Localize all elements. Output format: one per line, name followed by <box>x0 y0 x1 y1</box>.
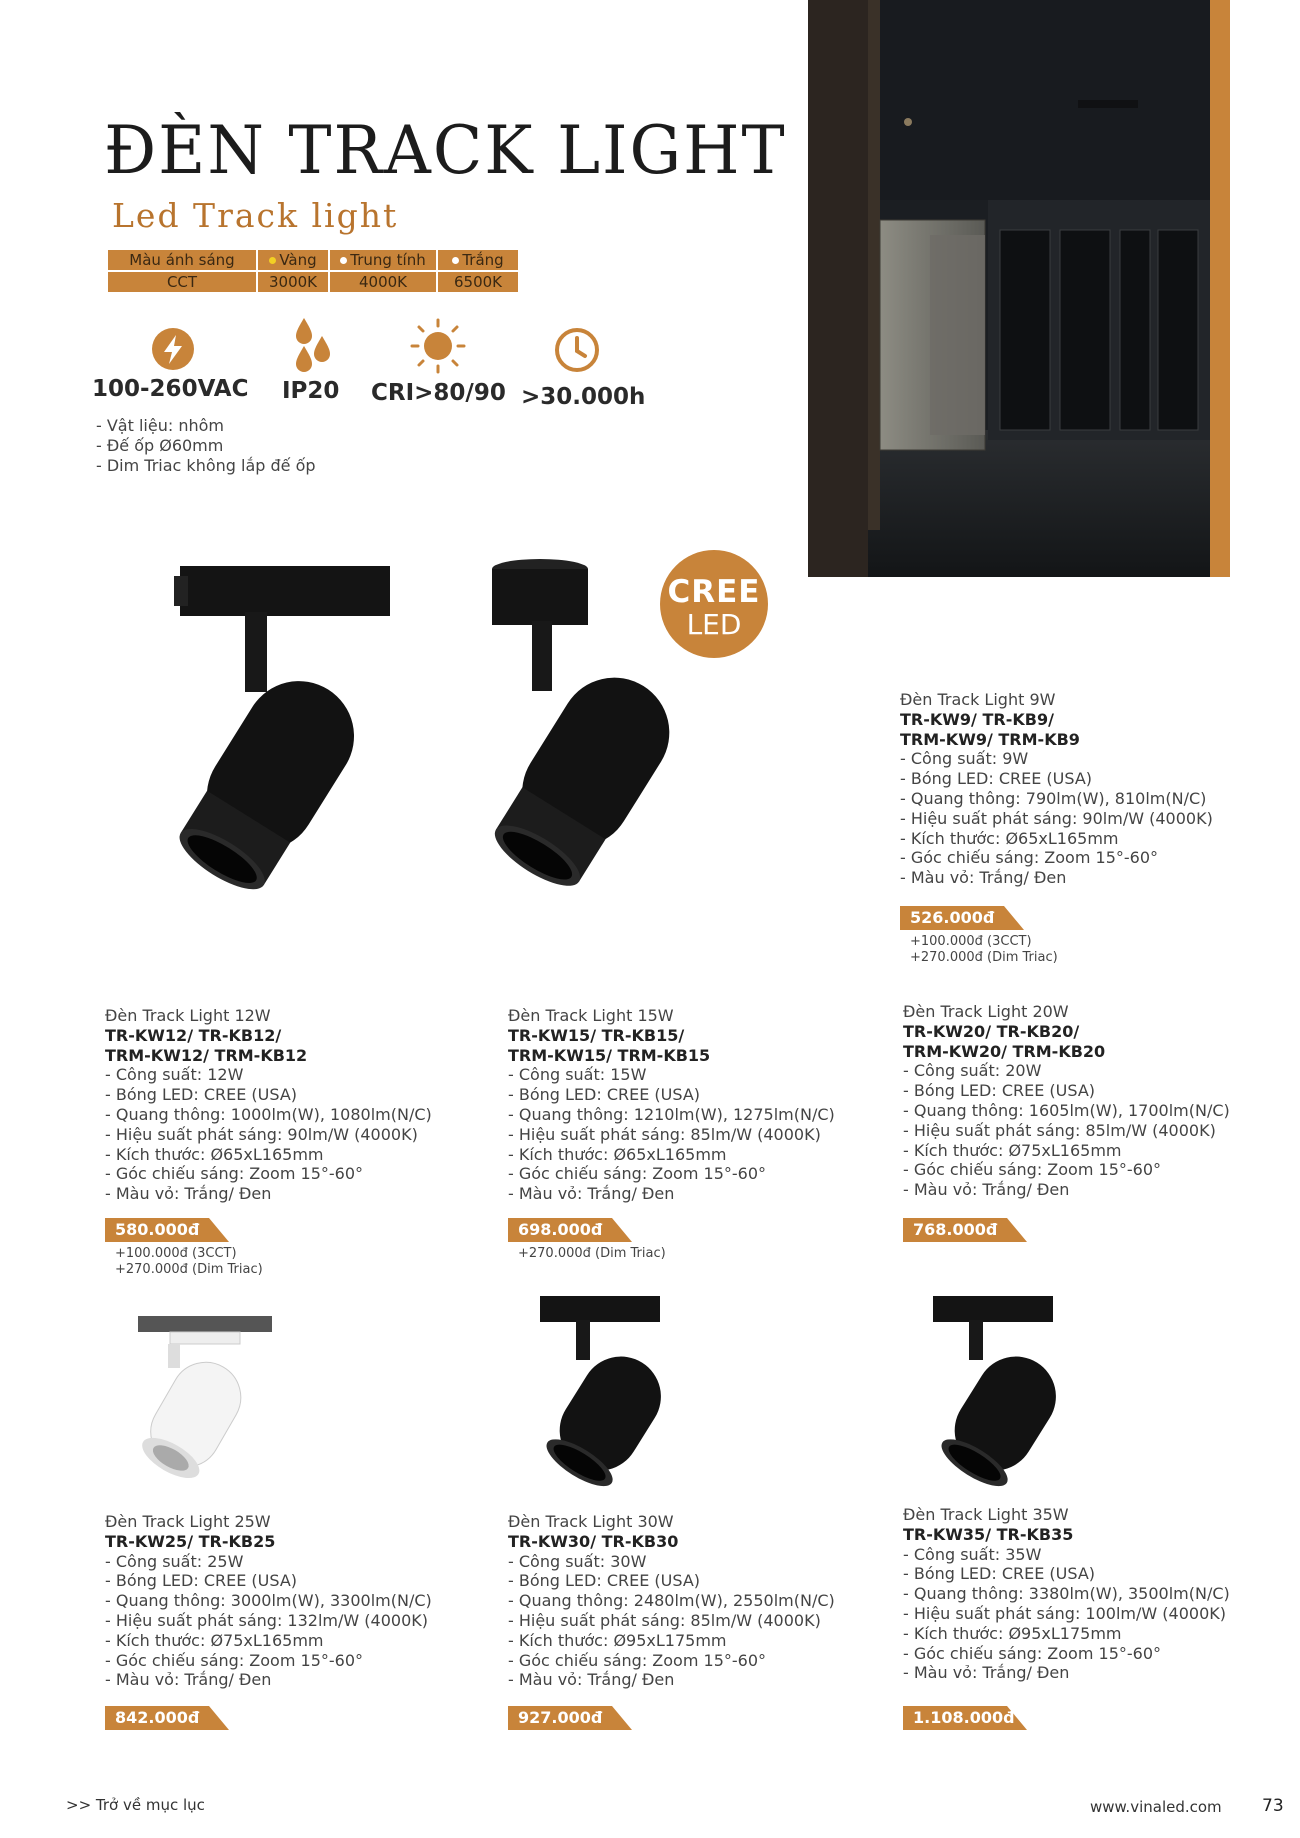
spec-line: - Hiệu suất phát sáng: 85lm/W (4000K) <box>508 1124 821 1144</box>
showroom-illustration <box>808 0 1210 577</box>
track-light-white-image <box>130 1310 280 1490</box>
price-extra: +100.000đ (3CCT) <box>115 1245 237 1261</box>
spec-line: - Góc chiếu sáng: Zoom 15°-60° <box>900 848 1158 868</box>
yellow-dot-icon <box>269 257 276 264</box>
spec-line: - Màu vỏ: Trắng/ Đen <box>903 1180 1070 1200</box>
spec-line: - Bóng LED: CREE (USA) <box>903 1564 1096 1584</box>
price-extra: +270.000đ (Dim Triac) <box>518 1245 666 1261</box>
product-title: Đèn Track Light 30W <box>508 1512 674 1531</box>
price-value: 768.000đ <box>913 1219 998 1239</box>
price-value: 580.000đ <box>115 1219 200 1239</box>
cct-value-warm: 3000K <box>257 271 329 293</box>
spec-line: - Bóng LED: CREE (USA) <box>903 1081 1096 1101</box>
website-link[interactable]: www.vinaled.com <box>1090 1798 1222 1816</box>
spec-line: - Quang thông: 790lm(W), 810lm(N/C) <box>900 788 1207 808</box>
spec-lifetime: >30.000h <box>521 384 646 410</box>
price-tag <box>508 1218 835 1242</box>
product-30w <box>508 1512 835 1730</box>
spec-line: - Kích thước: Ø95xL175mm <box>903 1623 1122 1643</box>
product-title: Đèn Track Light 12W <box>105 1006 271 1025</box>
spec-line: - Bóng LED: CREE (USA) <box>105 1571 298 1591</box>
spec-line: - Quang thông: 1210lm(W), 1275lm(N/C) <box>508 1104 835 1124</box>
product-model: TRM-KW9/ TRM-KB9 <box>900 729 1080 749</box>
spec-line: - Công suất: 30W <box>508 1551 647 1571</box>
spec-line: - Bóng LED: CREE (USA) <box>105 1085 298 1105</box>
spec-line: - Góc chiếu sáng: Zoom 15°-60° <box>903 1643 1161 1663</box>
page-number: 73 <box>1262 1796 1284 1816</box>
product-title: Đèn Track Light 15W <box>508 1006 674 1025</box>
sun-icon <box>408 316 468 376</box>
spec-line: - Công suất: 35W <box>903 1544 1042 1564</box>
product-model: TR-KW15/ TR-KB15/ <box>508 1025 685 1045</box>
spec-line: - Quang thông: 1000lm(W), 1080lm(N/C) <box>105 1104 432 1124</box>
cct-label: CCT <box>108 271 257 293</box>
price-tag <box>105 1706 432 1730</box>
spec-line: - Hiệu suất phát sáng: 90lm/W (4000K) <box>105 1124 418 1144</box>
price-extra: +270.000đ (Dim Triac) <box>910 949 1058 965</box>
price-tag <box>903 1218 1230 1242</box>
spec-line: - Màu vỏ: Trắng/ Đen <box>105 1670 272 1690</box>
cct-value-neutral: 4000K <box>329 271 437 293</box>
spec-line: - Quang thông: 2480lm(W), 2550lm(N/C) <box>508 1591 835 1611</box>
water-drops-icon <box>290 316 334 374</box>
track-light-30w-image <box>520 1292 690 1492</box>
spec-line: - Quang thông: 3000lm(W), 3300lm(N/C) <box>105 1591 432 1611</box>
spec-line: - Góc chiếu sáng: Zoom 15°-60° <box>105 1164 363 1184</box>
spec-line: - Hiệu suất phát sáng: 100lm/W (4000K) <box>903 1603 1226 1623</box>
spec-line: - Công suất: 25W <box>105 1551 244 1571</box>
product-model: TRM-KW15/ TRM-KB15 <box>508 1045 711 1065</box>
product-title: Đèn Track Light 9W <box>900 690 1056 709</box>
cct-header-label: Màu ánh sáng <box>108 250 257 271</box>
spec-line: - Công suất: 12W <box>105 1065 244 1085</box>
product-model: TR-KW9/ TR-KB9/ <box>900 709 1054 729</box>
clock-icon <box>553 326 601 374</box>
badge-line1: CREE <box>667 574 761 610</box>
white-dot-icon <box>340 257 347 264</box>
spec-line: - Kích thước: Ø65xL165mm <box>105 1144 324 1164</box>
page-subtitle: Led Track light <box>112 196 399 235</box>
spec-line: - Góc chiếu sáng: Zoom 15°-60° <box>508 1164 766 1184</box>
badge-line2: LED <box>686 608 742 641</box>
product-model: TRM-KW12/ TRM-KB12 <box>105 1045 308 1065</box>
product-title: Đèn Track Light 35W <box>903 1505 1069 1524</box>
spec-line: - Kích thước: Ø75xL165mm <box>105 1630 324 1650</box>
product-model: TR-KW35/ TR-KB35 <box>903 1524 1074 1544</box>
price-tag <box>900 906 1213 930</box>
spec-line: - Công suất: 9W <box>900 749 1029 769</box>
spec-voltage: 100-260VAC <box>92 376 249 402</box>
cct-value-cool: 6500K <box>437 271 518 293</box>
product-model: TR-KW20/ TR-KB20/ <box>903 1021 1080 1041</box>
cct-col-warm: Vàng <box>257 250 329 271</box>
price-extra: +100.000đ (3CCT) <box>910 933 1032 949</box>
price-value: 526.000đ <box>910 907 995 927</box>
price-tag <box>105 1218 432 1242</box>
product-title: Đèn Track Light 20W <box>903 1002 1069 1021</box>
spec-line: - Bóng LED: CREE (USA) <box>508 1085 701 1105</box>
note-line: - Vật liệu: nhôm <box>96 416 224 435</box>
spec-line: - Công suất: 15W <box>508 1065 647 1085</box>
track-light-black-image <box>150 560 430 900</box>
cct-row-color <box>108 250 518 271</box>
cree-led-badge <box>660 550 768 658</box>
product-model: TR-KW25/ TR-KB25 <box>105 1531 276 1551</box>
note-line: - Đế ốp Ø60mm <box>96 436 224 455</box>
product-model: TR-KW30/ TR-KB30 <box>508 1531 679 1551</box>
white-dot-icon <box>452 257 459 264</box>
spec-line: - Màu vỏ: Trắng/ Đen <box>900 868 1067 888</box>
spec-line: - Kích thước: Ø75xL165mm <box>903 1140 1122 1160</box>
page-title: ĐÈN TRACK LIGHT <box>104 112 787 189</box>
price-tag <box>903 1706 1230 1730</box>
spec-line: - Quang thông: 3380lm(W), 3500lm(N/C) <box>903 1584 1230 1604</box>
price-value: 1.108.000đ <box>913 1708 1015 1728</box>
hero-showroom-photo <box>808 0 1210 577</box>
spec-line: - Quang thông: 1605lm(W), 1700lm(N/C) <box>903 1100 1230 1120</box>
spec-line: - Góc chiếu sáng: Zoom 15°-60° <box>105 1650 363 1670</box>
material-notes <box>96 416 316 476</box>
cct-row-values <box>108 271 518 293</box>
price-value: 698.000đ <box>518 1219 603 1239</box>
spec-line: - Kích thước: Ø65xL165mm <box>508 1144 727 1164</box>
spec-line: - Kích thước: Ø65xL165mm <box>900 828 1119 848</box>
spec-line: - Màu vỏ: Trắng/ Đen <box>105 1184 272 1204</box>
spec-line: - Kích thước: Ø95xL175mm <box>508 1630 727 1650</box>
spec-line: - Hiệu suất phát sáng: 90lm/W (4000K) <box>900 808 1213 828</box>
spec-line: - Hiệu suất phát sáng: 132lm/W (4000K) <box>105 1610 428 1630</box>
product-title: Đèn Track Light 25W <box>105 1512 271 1531</box>
product-12w <box>105 1006 432 1278</box>
spec-line: - Hiệu suất phát sáng: 85lm/W (4000K) <box>903 1120 1216 1140</box>
spec-line: - Bóng LED: CREE (USA) <box>900 769 1093 789</box>
spec-line: - Góc chiếu sáng: Zoom 15°-60° <box>903 1160 1161 1180</box>
cct-col-neutral: Trung tính <box>329 250 437 271</box>
spec-line: - Màu vỏ: Trắng/ Đen <box>903 1663 1070 1683</box>
product-model: TR-KW12/ TR-KB12/ <box>105 1025 282 1045</box>
cct-table <box>108 250 518 294</box>
cct-col-cool: Trắng <box>437 250 518 271</box>
spec-line: - Màu vỏ: Trắng/ Đen <box>508 1184 675 1204</box>
accent-strip <box>1210 0 1230 577</box>
price-value: 842.000đ <box>115 1708 200 1728</box>
bolt-icon <box>150 326 196 372</box>
track-light-35w-image <box>915 1292 1085 1492</box>
spec-line: - Hiệu suất phát sáng: 85lm/W (4000K) <box>508 1610 821 1630</box>
spec-ip: IP20 <box>282 378 340 404</box>
spec-line: - Bóng LED: CREE (USA) <box>508 1571 701 1591</box>
spec-line: - Góc chiếu sáng: Zoom 15°-60° <box>508 1650 766 1670</box>
product-35w <box>903 1505 1230 1730</box>
product-15w <box>508 1006 835 1262</box>
product-model: TRM-KW20/ TRM-KB20 <box>903 1041 1106 1061</box>
spec-line: - Công suất: 20W <box>903 1061 1042 1081</box>
product-20w <box>903 1002 1230 1242</box>
spec-line: - Màu vỏ: Trắng/ Đen <box>508 1670 675 1690</box>
spec-cri: CRI>80/90 <box>371 380 506 406</box>
note-line: - Dim Triac không lắp đế ốp <box>96 456 316 475</box>
product-25w <box>105 1512 432 1730</box>
product-9w <box>900 690 1213 966</box>
back-to-toc-link[interactable]: >> Trở về mục lục <box>66 1796 205 1814</box>
price-extra: +270.000đ (Dim Triac) <box>115 1261 263 1277</box>
price-tag <box>508 1706 835 1730</box>
price-value: 927.000đ <box>518 1708 603 1728</box>
